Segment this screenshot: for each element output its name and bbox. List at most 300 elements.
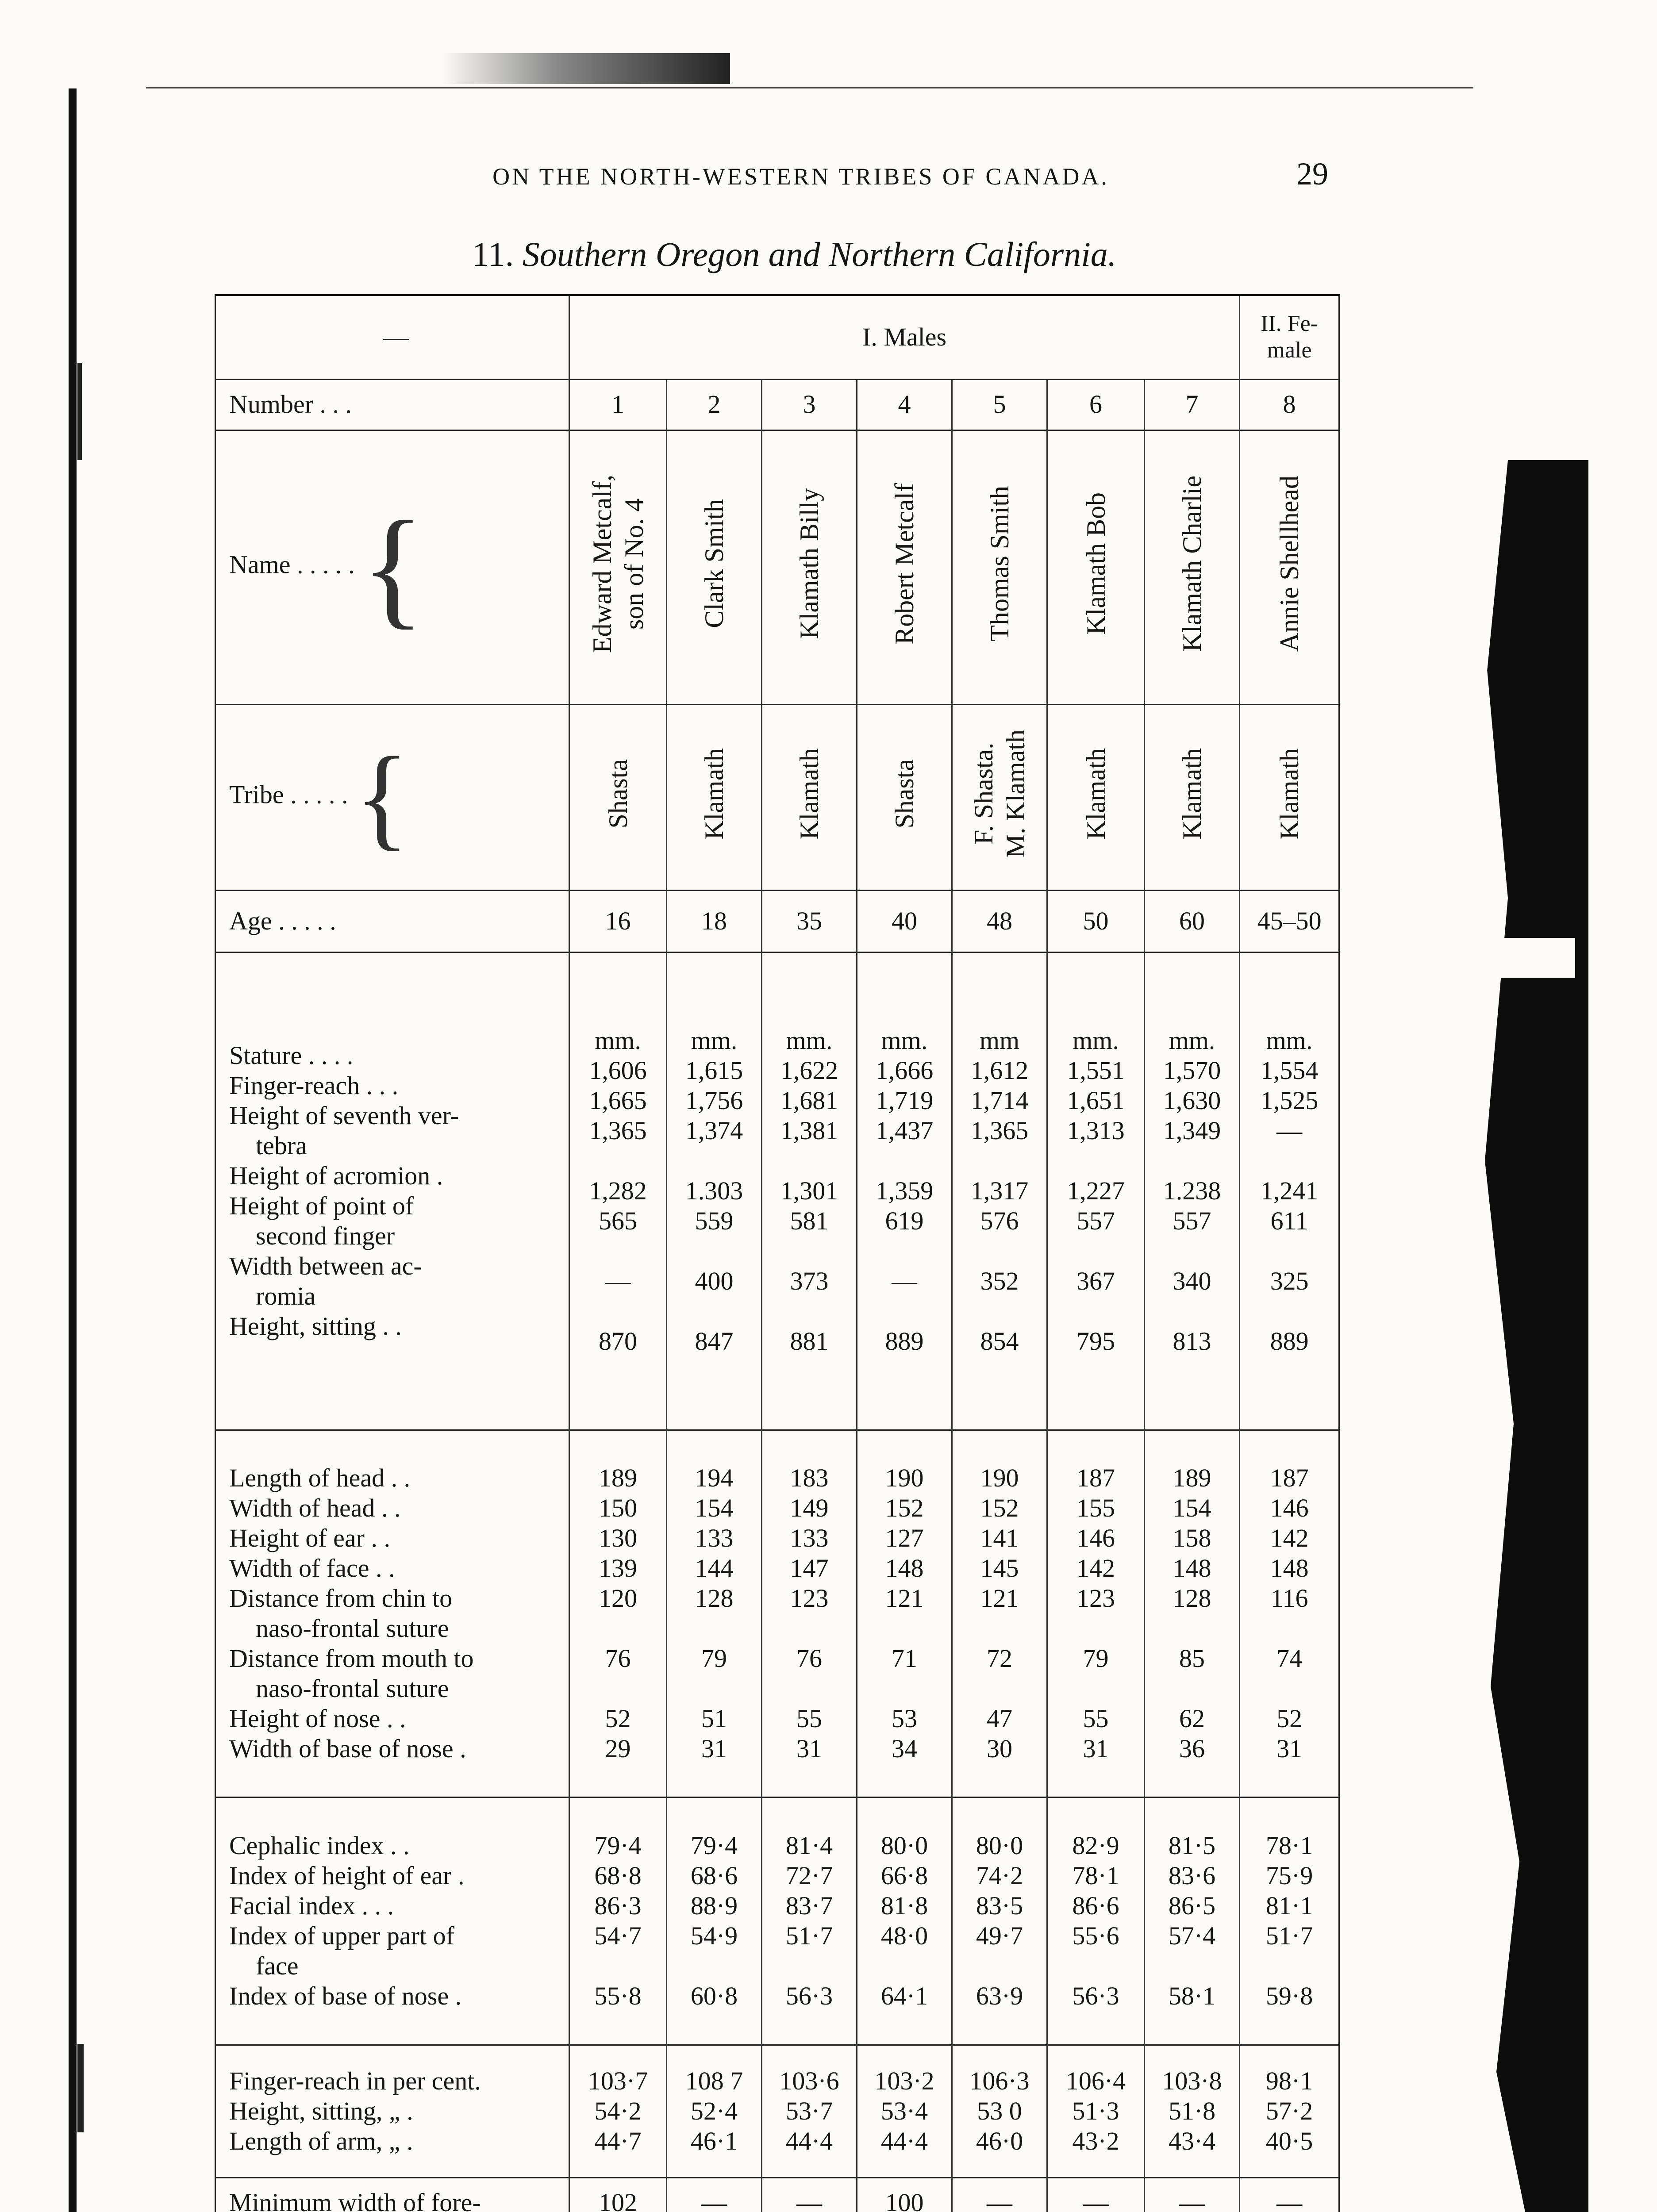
measurement-value: — [1276, 2188, 1303, 2212]
measurement-value: 576 [980, 1206, 1019, 1235]
value-spacer [1150, 1236, 1234, 1266]
measurement-value: 75·9 [1265, 1861, 1313, 1890]
measurement-value: 1,665 [589, 1086, 647, 1115]
measurement-value: 123 [1076, 1584, 1115, 1613]
value-spacer [863, 1236, 946, 1266]
name-cell-text: Robert Metcalf [890, 483, 919, 645]
measurement-value: 325 [1270, 1267, 1309, 1295]
measurement-value: 74 [1276, 1644, 1303, 1673]
measurement-value: 46·1 [690, 2127, 738, 2155]
value-column [762, 2045, 857, 2177]
value-spacer [575, 1296, 661, 1326]
value-column [952, 2045, 1047, 2177]
measurement-value: 142 [1270, 1524, 1309, 1552]
measurement-value: 565 [599, 1206, 637, 1235]
measurement-value: 1,437 [875, 1116, 934, 1145]
scan-binding-edge [69, 88, 77, 2212]
measurement-label: Width of head . . [229, 1494, 401, 1522]
measurement-value: 54·2 [594, 2097, 642, 2125]
measurement-value: 46·0 [976, 2127, 1023, 2155]
value-column [1240, 952, 1339, 1430]
measurement-value: 133 [695, 1524, 734, 1552]
tribe-cell [667, 704, 762, 890]
group-labels [215, 1797, 569, 2045]
value-column [1145, 2045, 1240, 2177]
value-spacer [575, 1236, 661, 1266]
measurement-value: — [1179, 2188, 1205, 2212]
row-label: Number . . . [215, 379, 569, 430]
measurement-value: 106·4 [1065, 2066, 1126, 2095]
measurement-value: 116 [1270, 1584, 1308, 1613]
measurement-label: Distance from mouth to [229, 1644, 474, 1673]
measurement-value: 54·9 [690, 1921, 738, 1950]
measurement-value: 79·4 [690, 1831, 738, 1860]
measurement-value: — [796, 2188, 822, 2212]
number-cell: 1 [569, 379, 667, 430]
measurement-value: 56·3 [1072, 1982, 1119, 2010]
measurement-value: 1,227 [1067, 1176, 1125, 1205]
scan-page-edge-gap [1487, 938, 1575, 978]
age-cell: 40 [857, 890, 952, 952]
number-cell: 7 [1145, 379, 1240, 430]
measurement-value: 1,606 [589, 1056, 647, 1085]
measurement-value: 154 [695, 1494, 734, 1522]
group-labels [215, 1430, 569, 1797]
measurement-value: 1,612 [970, 1056, 1029, 1085]
measurement-label: Minimum width of fore- [229, 2188, 481, 2212]
measurement-value: 144 [695, 1554, 734, 1582]
measurement-value: 152 [980, 1494, 1019, 1522]
value-column [1240, 2177, 1339, 2212]
measurement-value: 53 [892, 1704, 917, 1733]
measurement-value: 40·5 [1265, 2127, 1313, 2155]
measurement-value: 102 [599, 2188, 637, 2212]
scan-smudge [442, 53, 730, 84]
measurement-value: 54·7 [594, 1921, 642, 1950]
measurement-value: 147 [790, 1554, 829, 1582]
measurement-label-continued: naso-frontal suture [256, 1614, 449, 1643]
measurement-value: 55 [1083, 1704, 1109, 1733]
measurement-label-continued: naso-frontal suture [256, 1674, 449, 1703]
measurement-value: 150 [599, 1494, 637, 1522]
measurement-value: 149 [790, 1494, 829, 1522]
measurement-value: 47 [987, 1704, 1012, 1733]
measurement-value: 352 [980, 1267, 1019, 1295]
value-spacer [673, 1613, 756, 1644]
measurement-value: 81·1 [1265, 1891, 1313, 1920]
value-column [667, 1797, 762, 2045]
name-cell [952, 430, 1047, 704]
measurement-value: 158 [1173, 1524, 1211, 1552]
measurement-value: 83·5 [976, 1891, 1023, 1920]
measurement-value: — [605, 1267, 631, 1295]
measurement-value: 187 [1076, 1463, 1115, 1492]
measurement-group [215, 1430, 1339, 1797]
group-header-female: II. Fe-male [1240, 295, 1339, 379]
measurement-value: 88·9 [690, 1891, 738, 1920]
measurement-value: 71 [892, 1644, 917, 1673]
group-labels [215, 952, 569, 1430]
value-spacer [1150, 1613, 1234, 1644]
measurement-value: mm. [1266, 1026, 1313, 1055]
age-row [215, 890, 1339, 952]
measurement-label-continued: romia [256, 1282, 316, 1310]
measurement-value: 1,359 [875, 1176, 934, 1205]
measurement-value: 58·1 [1168, 1982, 1216, 2010]
tribe-row [215, 704, 1339, 890]
measurement-value: mm. [1073, 1026, 1119, 1055]
measurement-value: — [987, 2188, 1012, 2212]
measurement-value: 81·4 [785, 1831, 833, 1860]
measurement-value: 31 [796, 1734, 822, 1763]
measurement-label-continued: face [256, 1951, 299, 1980]
value-column [952, 952, 1047, 1430]
measurement-value: 78·1 [1072, 1861, 1119, 1890]
measurement-value: 51·3 [1072, 2097, 1119, 2125]
measurement-group [215, 1797, 1339, 2045]
measurement-value: 1,241 [1260, 1176, 1319, 1205]
measurement-value: 813 [1173, 1327, 1211, 1356]
measurement-value: 103·7 [588, 2066, 648, 2095]
name-cell [1145, 430, 1240, 704]
value-spacer [1053, 1674, 1138, 1704]
measurement-value: 52 [605, 1704, 631, 1733]
measurement-value: 139 [599, 1554, 637, 1582]
measurement-label: Finger-reach in per cent. [229, 2066, 481, 2095]
value-column [1145, 2177, 1240, 2212]
tribe-cell [857, 704, 952, 890]
value-spacer [673, 1951, 756, 1981]
value-spacer [1246, 1146, 1333, 1176]
measurement-value: 847 [695, 1327, 734, 1356]
tribe-cell [569, 704, 667, 890]
value-column [569, 2177, 667, 2212]
value-column [857, 2045, 952, 2177]
page-number: 29 [1296, 156, 1328, 192]
measurement-value: 55·6 [1072, 1921, 1119, 1950]
measurement-value: 44·7 [594, 2127, 642, 2155]
label-lines [229, 1463, 563, 1764]
value-spacer [575, 1146, 661, 1176]
measurement-label: Width between ac- [229, 1252, 422, 1280]
measurement-value: 76 [796, 1644, 822, 1673]
measurement-value: 81·8 [880, 1891, 928, 1920]
value-spacer [1053, 1146, 1138, 1176]
measurement-value: 1,554 [1260, 1056, 1319, 1085]
measurement-value: 79 [1083, 1644, 1109, 1673]
measurement-value: 557 [1076, 1206, 1115, 1235]
measurement-label: Facial index . . . [229, 1891, 394, 1920]
value-column [1145, 1430, 1240, 1797]
measurement-value: 52 [1276, 1704, 1303, 1733]
name-cell [1240, 430, 1339, 704]
age-cell: 45–50 [1240, 890, 1339, 952]
value-spacer [1246, 1951, 1333, 1981]
row-label: Age . . . . . [215, 890, 569, 952]
value-spacer [768, 1146, 851, 1176]
measurement-label-continued: tebra [256, 1131, 307, 1160]
value-spacer [768, 1613, 851, 1644]
measurement-value: 1,551 [1067, 1056, 1125, 1085]
measurement-group [215, 2045, 1339, 2177]
measurement-value: 133 [790, 1524, 829, 1552]
measurement-value: 57·4 [1168, 1921, 1216, 1950]
measurement-label: Height of acromion . [229, 1161, 443, 1190]
measurement-value: 53·4 [880, 2097, 928, 2125]
measurement-value: 1,681 [780, 1086, 838, 1115]
scan-rule-top [146, 87, 1473, 88]
tribe-cell-text: Klamath [700, 748, 729, 840]
tribe-cell [1047, 704, 1145, 890]
measurement-value: 190 [980, 1463, 1019, 1492]
measurement-value: 146 [1076, 1524, 1115, 1552]
name-cell-text: Annie Shellhead [1275, 476, 1304, 652]
measurement-value: 581 [790, 1206, 829, 1235]
value-column [569, 1430, 667, 1797]
scan-page-edge [1473, 460, 1588, 2212]
value-spacer [673, 1674, 756, 1704]
name-cell-text: Edward Metcalf, son of No. 4 [587, 474, 649, 653]
measurement-value: 881 [790, 1327, 829, 1356]
name-cell [667, 430, 762, 704]
value-column [1047, 1430, 1145, 1797]
measurement-value: 31 [701, 1734, 727, 1763]
measurement-value: 190 [885, 1463, 924, 1492]
measurement-value: 103·8 [1162, 2066, 1222, 2095]
value-spacer [673, 1236, 756, 1266]
value-spacer [958, 1236, 1041, 1266]
measurement-value: 121 [885, 1584, 924, 1613]
name-cell-text: Clark Smith [700, 499, 729, 629]
value-spacer [1053, 1236, 1138, 1266]
measurement-value: 80·0 [976, 1831, 1023, 1860]
measurement-value: 889 [885, 1327, 924, 1356]
measurement-value: 1,365 [970, 1116, 1029, 1145]
measurement-value: 1.238 [1163, 1176, 1221, 1205]
value-column [667, 952, 762, 1430]
value-spacer [958, 1146, 1041, 1176]
measurement-value: 86·3 [594, 1891, 642, 1920]
value-spacer [1246, 1296, 1333, 1326]
measurement-value: 81·5 [1168, 1831, 1216, 1860]
name-cell-text: Klamath Billy [795, 488, 824, 640]
name-cell [762, 430, 857, 704]
tribe-cell-text: Klamath [1081, 748, 1111, 840]
value-spacer [1053, 1951, 1138, 1981]
measurement-value: 1,719 [875, 1086, 934, 1115]
value-spacer [673, 1146, 756, 1176]
value-spacer [1150, 1296, 1234, 1326]
number-cell: 6 [1047, 379, 1145, 430]
measurement-value: 43·2 [1072, 2127, 1119, 2155]
scan-binding-mark [77, 2044, 84, 2132]
measurement-value: 120 [599, 1584, 637, 1613]
label-lines [229, 1041, 563, 1341]
measurement-value: 63·9 [976, 1982, 1023, 2010]
measurement-value: 59·8 [1265, 1982, 1313, 2010]
measurement-value: 106·3 [969, 2066, 1030, 2095]
measurement-value: 1,630 [1163, 1086, 1221, 1115]
value-column [1240, 1797, 1339, 2045]
measurement-value: 52·4 [690, 2097, 738, 2125]
brace: { [361, 494, 425, 641]
value-spacer [1053, 1613, 1138, 1644]
value-spacer [958, 1613, 1041, 1644]
value-column [667, 1430, 762, 1797]
value-column [857, 952, 952, 1430]
measurement-value: 103·6 [779, 2066, 839, 2095]
tribe-cell-text: F. Shasta. M. Klamath [969, 730, 1030, 858]
measurement-value: 559 [695, 1206, 734, 1235]
measurement-value: 51 [701, 1704, 727, 1733]
measurement-value: 148 [885, 1554, 924, 1582]
value-spacer [1246, 1236, 1333, 1266]
name-label: Name . . . . . [229, 550, 355, 579]
value-spacer [1150, 1674, 1234, 1704]
value-column [1145, 952, 1240, 1430]
value-spacer [575, 1674, 661, 1704]
measurement-value: mm. [1169, 1026, 1215, 1055]
brace: { [354, 733, 410, 861]
measurement-value: 100 [885, 2188, 924, 2212]
measurement-value: 141 [980, 1524, 1019, 1552]
measurement-value: 68·6 [690, 1861, 738, 1890]
measurement-value: 400 [695, 1267, 734, 1295]
measurement-label: Height, sitting . . [229, 1312, 402, 1340]
value-column [762, 2177, 857, 2212]
measurement-value: 889 [1270, 1327, 1309, 1356]
tribe-cell-text: Shasta [603, 759, 633, 829]
tribe-cell-text: Shasta [890, 759, 919, 829]
tribe-cell [1240, 704, 1339, 890]
value-column [1047, 1797, 1145, 2045]
measurement-value: 795 [1076, 1327, 1115, 1356]
measurement-value: 64·1 [880, 1982, 928, 2010]
value-column [857, 1430, 952, 1797]
measurement-value: 183 [790, 1463, 829, 1492]
value-column [1240, 1430, 1339, 1797]
measurement-value: 82·9 [1072, 1831, 1119, 1860]
measurement-value: 146 [1270, 1494, 1309, 1522]
value-spacer [863, 1146, 946, 1176]
value-column [762, 952, 857, 1430]
running-title: ON THE NORTH-WESTERN TRIBES OF CANADA. [492, 163, 1109, 190]
measurement-value: 86·6 [1072, 1891, 1119, 1920]
measurement-value: mm. [691, 1026, 738, 1055]
measurement-value: 86·5 [1168, 1891, 1216, 1920]
measurement-value: 1,525 [1260, 1086, 1319, 1115]
measurement-value: mm. [881, 1026, 928, 1055]
row-label [215, 704, 569, 890]
measurement-value: 43·4 [1168, 2127, 1216, 2155]
measurement-label-continued: second finger [256, 1221, 395, 1250]
measurement-value: — [701, 2188, 727, 2212]
measurement-value: 367 [1076, 1267, 1115, 1295]
measurement-value: 1,756 [685, 1086, 743, 1115]
measurement-value: 1.303 [685, 1176, 743, 1205]
age-cell: 48 [952, 890, 1047, 952]
measurement-value: 80·0 [880, 1831, 928, 1860]
measurement-value: 48·0 [880, 1921, 928, 1950]
number-cell: 2 [667, 379, 762, 430]
measurements-table [215, 294, 1340, 2212]
measurement-label: Index of upper part of [229, 1921, 454, 1950]
measurement-value: 108 7 [685, 2066, 743, 2095]
measurement-value: 51·7 [785, 1921, 833, 1950]
label-lines [229, 2066, 563, 2156]
value-column [1240, 2045, 1339, 2177]
tribe-cell [1145, 704, 1240, 890]
measurement-value: 85 [1179, 1644, 1205, 1673]
measurement-value: 60·8 [690, 1982, 738, 2010]
measurement-value: 29 [605, 1734, 631, 1763]
measurement-value: 619 [885, 1206, 924, 1235]
value-spacer [958, 1951, 1041, 1981]
measurement-value: 340 [1173, 1267, 1211, 1295]
value-spacer [768, 1296, 851, 1326]
measurement-value: 130 [599, 1524, 637, 1552]
measurement-value: 1,282 [589, 1176, 647, 1205]
value-column [952, 2177, 1047, 2212]
measurement-label: Height of seventh ver- [229, 1101, 459, 1130]
value-column [952, 1430, 1047, 1797]
value-column [1047, 952, 1145, 1430]
name-cell [1047, 430, 1145, 704]
measurement-value: 66·8 [880, 1861, 928, 1890]
measurement-group [215, 2177, 1339, 2212]
label-lines [229, 2188, 563, 2212]
measurement-value: 1,301 [780, 1176, 838, 1205]
measurement-value: 557 [1173, 1206, 1211, 1235]
measurement-value: 373 [790, 1267, 829, 1295]
age-cell: 18 [667, 890, 762, 952]
measurement-label: Height of point of [229, 1191, 414, 1220]
corner-dash: — [383, 323, 409, 352]
measurement-value: 36 [1179, 1734, 1205, 1763]
group-labels [215, 2177, 569, 2212]
value-column [569, 952, 667, 1430]
measurement-label: Index of height of ear . [229, 1861, 465, 1890]
name-cell [569, 430, 667, 704]
value-spacer [863, 1296, 946, 1326]
measurement-value: 127 [885, 1524, 924, 1552]
value-spacer [1246, 1613, 1333, 1644]
value-column [762, 1430, 857, 1797]
measurement-value: 1,615 [685, 1056, 743, 1085]
value-column [952, 1797, 1047, 2045]
measurement-value: 44·4 [880, 2127, 928, 2155]
age-cell: 35 [762, 890, 857, 952]
measurement-value: 57·2 [1265, 2097, 1313, 2125]
value-column [569, 1797, 667, 2045]
value-spacer [768, 1674, 851, 1704]
measurement-value: 121 [980, 1584, 1019, 1613]
measurement-value: 31 [1276, 1734, 1303, 1763]
measurement-value: 189 [599, 1463, 637, 1492]
measurement-value: 128 [695, 1584, 734, 1613]
value-spacer [958, 1674, 1041, 1704]
value-column [1047, 2045, 1145, 2177]
value-column [857, 1797, 952, 2045]
measurement-value: 53 0 [977, 2097, 1022, 2125]
measurement-value: 189 [1173, 1463, 1211, 1492]
value-spacer [1150, 1146, 1234, 1176]
measurement-value: mm [979, 1026, 1020, 1055]
name-cell-text: Thomas Smith [985, 486, 1014, 642]
measurement-value: 55·8 [594, 1982, 642, 2010]
measurement-label: Stature . . . . [229, 1041, 354, 1070]
measurement-value: 44·4 [785, 2127, 833, 2155]
